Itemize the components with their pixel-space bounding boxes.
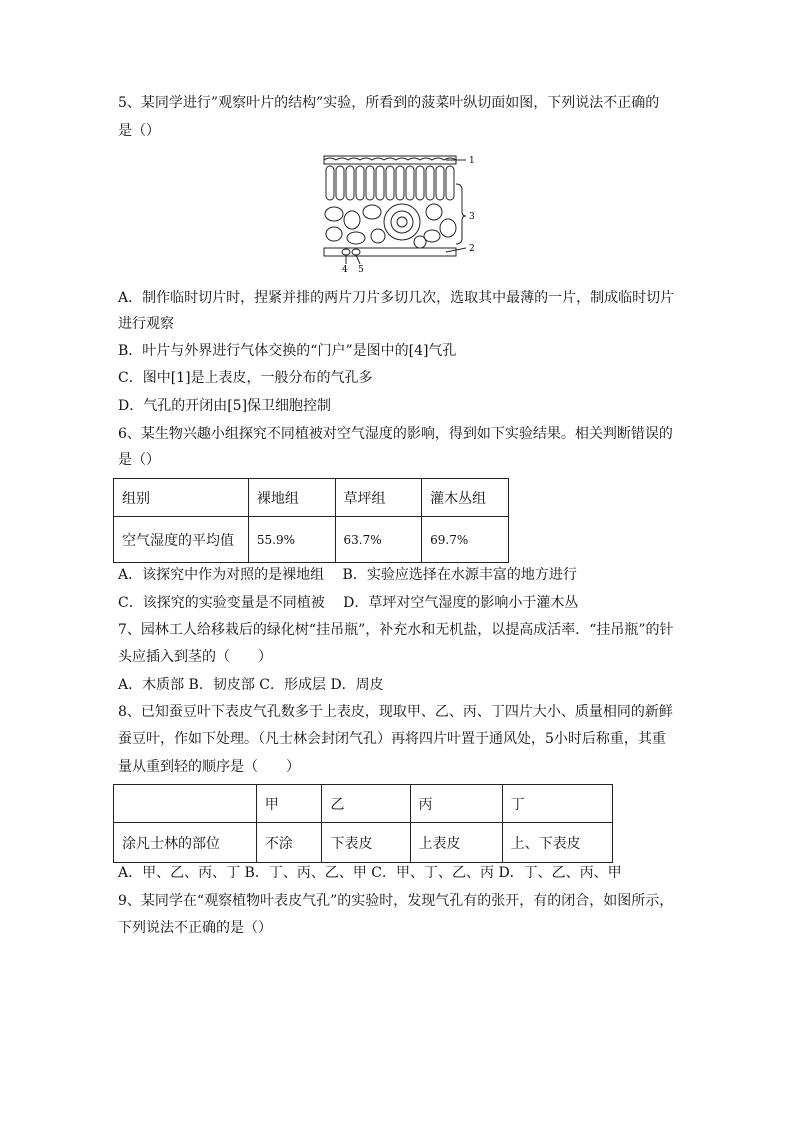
table-cell: 69.7% <box>422 517 509 563</box>
table-row-label: 涂凡士林的部位 <box>114 823 257 863</box>
q7-options: A．木质部 B．韧皮部 C．形成层 D．周皮 <box>118 677 384 693</box>
table-header-cell: 丁 <box>502 785 612 823</box>
q6-stem-line1: 6、某生物兴趣小组探究不同植被对空气湿度的影响，得到如下实验结果。相关判断错误的 <box>118 426 673 442</box>
table-header-cell: 裸地组 <box>248 479 335 517</box>
table-row <box>114 785 613 823</box>
q9-stem-line1: 9、某同学在“观察植物叶表皮气孔”的实验时，发现气孔有的张开，有的闭合，如图所示， <box>118 893 674 909</box>
table-row-label: 空气湿度的平均值 <box>114 517 249 563</box>
figure-label-3: 3 <box>469 212 475 222</box>
q5-option-d: D．气孔的开闭由[5]保卫细胞控制 <box>118 398 332 414</box>
table-cell: 63.7% <box>335 517 422 563</box>
q8-stem-line3: 量从重到轻的顺序是（ ） <box>118 759 300 775</box>
q6-humidity-table <box>113 478 509 563</box>
table-header-cell: 乙 <box>322 785 410 823</box>
table-cell: 上、下表皮 <box>502 823 612 863</box>
table-row <box>114 479 509 517</box>
table-row <box>114 823 613 863</box>
q8-options: A．甲、乙、丙、丁 B．丁、丙、乙、甲 C．甲、丁、乙、丙 D．丁、乙、丙、甲 <box>118 865 622 881</box>
q9-stem-line2: 下列说法不正确的是（） <box>118 920 272 936</box>
q7-stem-line2: 头应插入到茎的（ ） <box>118 649 272 665</box>
figure-label-1: 1 <box>469 156 475 166</box>
q8-stem-line2: 蚕豆叶，作如下处理。（凡士林会封闭气孔）再将四片叶置于通风处，5小时后称重，其重 <box>118 731 666 747</box>
figure-label-5: 5 <box>358 265 364 275</box>
table-cell: 不涂 <box>256 823 322 863</box>
table-header-cell: 组别 <box>114 479 249 517</box>
q6-options-line2: C．该探究的实验变量是不同植被 D．草坪对空气湿度的影响小于灌木丛 <box>118 595 579 611</box>
q5-option-a-line2: 进行观察 <box>118 316 174 332</box>
figure-label-2: 2 <box>469 244 475 254</box>
q8-vaseline-table <box>113 784 613 863</box>
table-header-cell: 甲 <box>256 785 322 823</box>
q5-option-c: C．图中[1]是上表皮，一般分布的气孔多 <box>118 370 373 386</box>
leaf-cross-section-figure <box>316 150 482 276</box>
q6-options-line1: A．该探究中作为对照的是裸地组 B．实验应选择在水源丰富的地方进行 <box>118 567 577 583</box>
q5-option-b: B．叶片与外界进行气体交换的“门户”是图中的[4]气孔 <box>118 343 457 359</box>
q5-stem-line1: 5、某同学进行”观察叶片的结构”实验，所看到的菠菜叶纵切面如图，下列说法不正确的 <box>118 95 660 111</box>
q5-stem-line2: 是（） <box>118 123 160 139</box>
q8-stem-line1: 8、已知蚕豆叶下表皮气孔数多于上表皮，现取甲、乙、丙、丁四片大小、质量相同的新鲜 <box>118 704 673 720</box>
figure-label-4: 4 <box>342 265 348 275</box>
table-header-cell: 草坪组 <box>335 479 422 517</box>
table-cell: 下表皮 <box>322 823 410 863</box>
table-row <box>114 517 509 563</box>
table-header-cell: 丙 <box>410 785 502 823</box>
table-cell: 上表皮 <box>410 823 502 863</box>
q7-stem-line1: 7、园林工人给移栽后的绿化树“挂吊瓶”，补充水和无机盐，以提高成活率．“挂吊瓶”的针 <box>118 622 674 638</box>
q5-option-a-line1: A．制作临时切片时，捏紧并排的两片刀片多切几次，选取其中最薄的一片，制成临时切片 <box>118 290 675 306</box>
table-cell: 55.9% <box>248 517 335 563</box>
table-header-cell: 灌木丛组 <box>422 479 509 517</box>
q6-stem-line2: 是（） <box>118 452 160 468</box>
table-header-cell <box>114 785 257 823</box>
